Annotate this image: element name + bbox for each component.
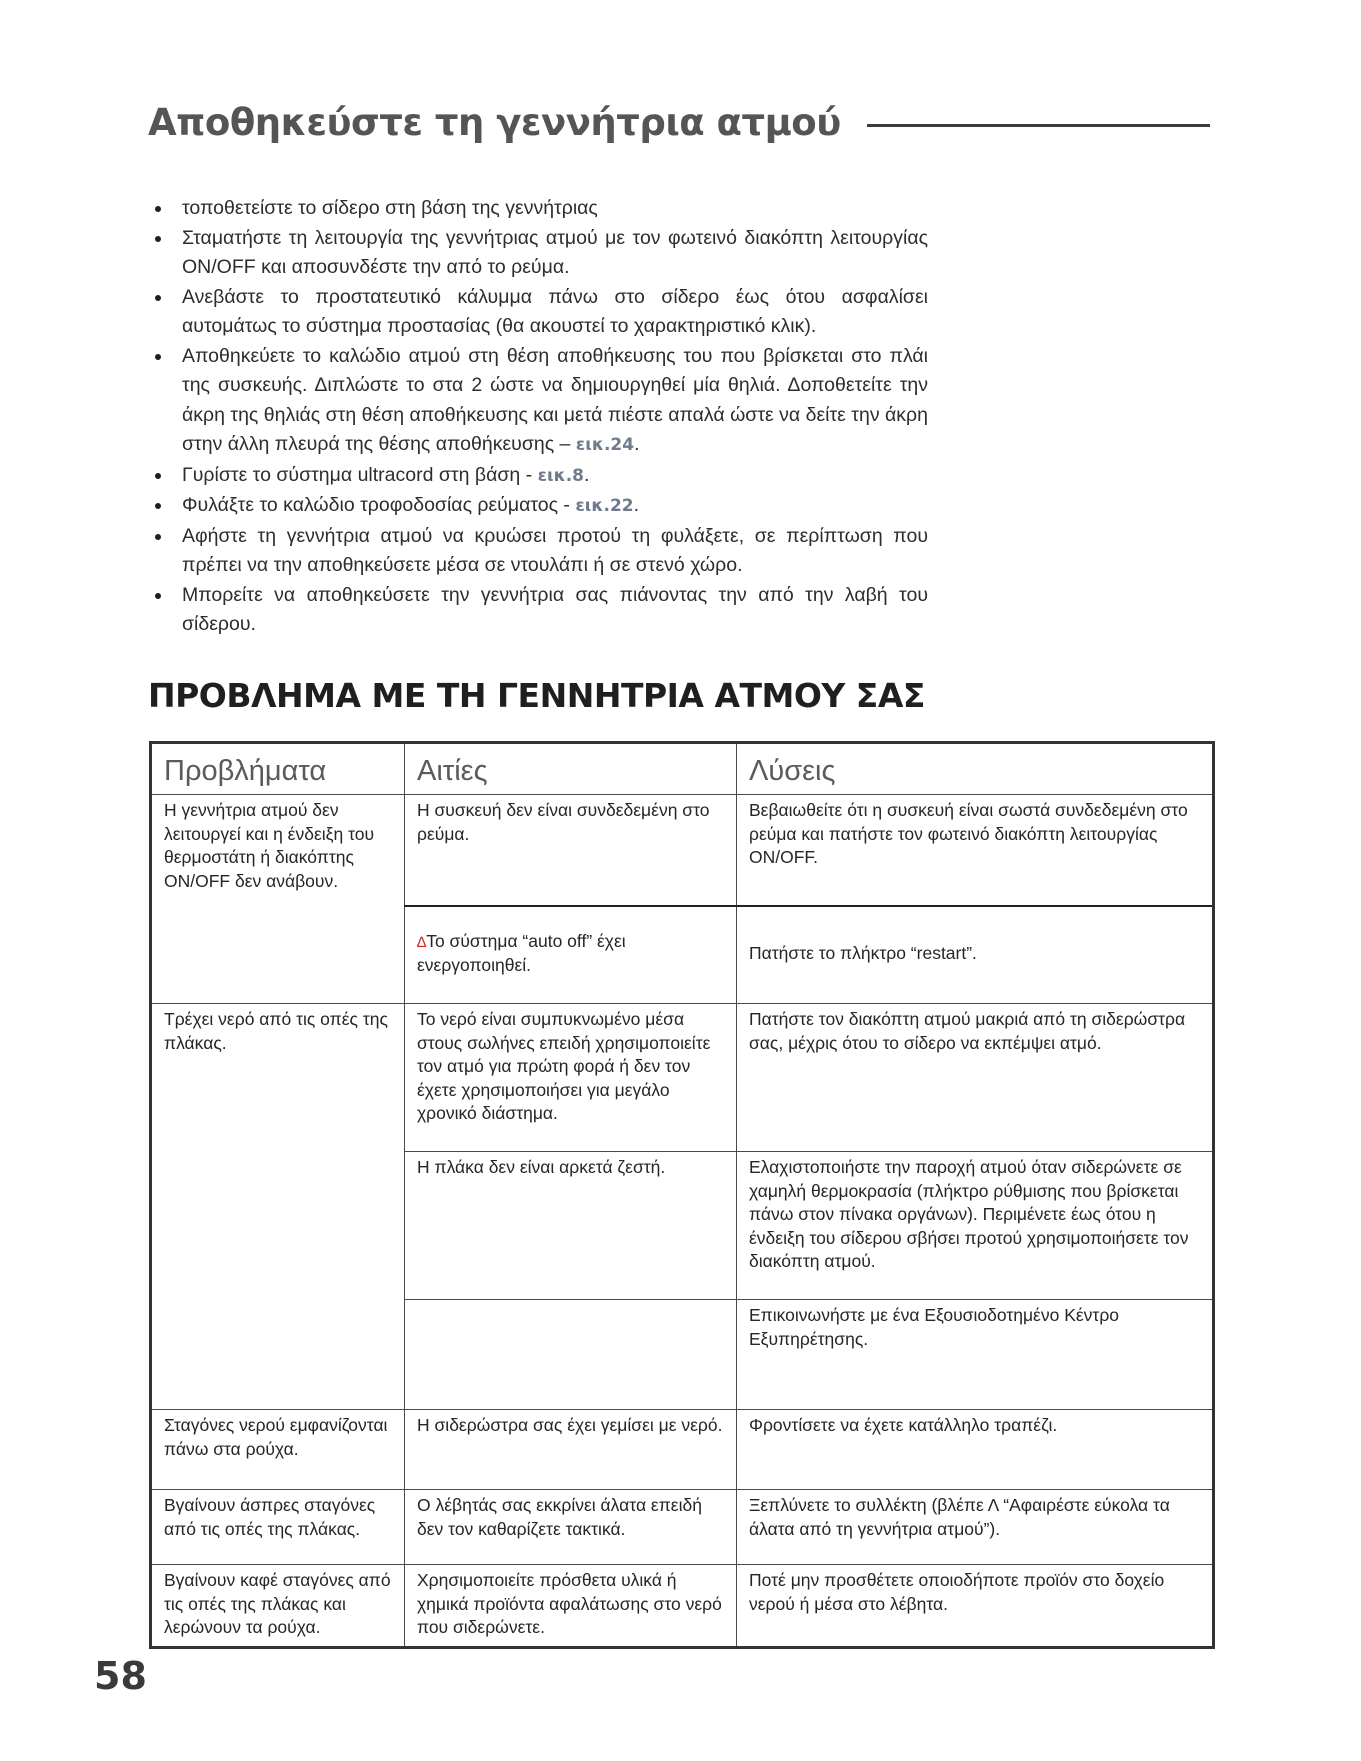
table-row bbox=[151, 795, 1214, 906]
column-header-problems: Προβλήματα bbox=[151, 743, 405, 795]
page-number: 58 bbox=[94, 1654, 147, 1698]
instruction-item: Μπορείτε να αποθηκεύσετε την γεννήτρια σας πιάνοντας την από την λαβή του σίδερου. bbox=[148, 581, 928, 640]
cause-cell bbox=[405, 1300, 737, 1410]
table-row bbox=[151, 1004, 1214, 1152]
cause-cell: Χρησιμοποιείτε πρόσθετα υλικά ή χημικά προϊόντα αφαλάτωσης στο νερό που σιδερώνετε. bbox=[405, 1565, 737, 1648]
instruction-item: τοποθετείστε το σίδερο στη βάση της γεννήτριας bbox=[148, 194, 928, 224]
cause-cell: Η πλάκα δεν είναι αρκετά ζεστή. bbox=[405, 1152, 737, 1300]
storage-instructions-list bbox=[148, 194, 928, 640]
problem-cell: Τρέχει νερό από τις οπές της πλάκας. bbox=[151, 1004, 405, 1410]
solution-cell: Ελαχιστοποιήστε την παροχή ατμού όταν σιδερώνετε σε χαμηλή θερμοκρασία (πλήκτρο ρύθμισης που βρίσκεται πάνω στον πίνακα οργάνων). Περιμένετε έως ότου η ένδειξη του σίδερου σβήσει προτού χρησιμοποιήσετε τον διακόπτη ατμού. bbox=[737, 1152, 1214, 1300]
figure-reference: εικ.8 bbox=[537, 465, 585, 486]
solution-cell: Ποτέ μην προσθέτετε οποιοδήποτε προϊόν στο δοχείο νερού ή μέσα στο λέβητα. bbox=[737, 1565, 1214, 1648]
troubleshooting-table bbox=[149, 741, 1215, 1649]
column-header-causes: Αιτίες bbox=[405, 743, 737, 795]
instruction-item: Αφήστε τη γεννήτρια ατμού να κρυώσει προτού τη φυλάξετε, σε περίπτωση που πρέπει να την αποθηκεύσετε μέσα σε ντουλάπι ή σε στενό χώρο. bbox=[148, 522, 928, 581]
solution-cell: Βεβαιωθείτε ότι η συσκευή είναι σωστά συνδεδεμένη στο ρεύμα και πατήστε τον φωτεινό διακόπτη λειτουργίας ON/OFF. bbox=[737, 795, 1214, 906]
table-row bbox=[151, 1410, 1214, 1490]
solution-cell: Φροντίσετε να έχετε κατάλληλο τραπέζι. bbox=[737, 1410, 1214, 1490]
column-header-solutions: Λύσεις bbox=[737, 743, 1214, 795]
store-section-title: Αποθηκεύστε τη γεννήτρια ατμού bbox=[148, 100, 841, 144]
problem-cell: Βγαίνουν καφέ σταγόνες από τις οπές της πλάκας και λερώνουν τα ρούχα. bbox=[151, 1565, 405, 1648]
figure-reference: εικ.22 bbox=[575, 496, 634, 516]
cause-cell: Η σιδερώστρα σας έχει γεμίσει με νερό. bbox=[405, 1410, 737, 1490]
solution-cell: Πατήστε το πλήκτρο “restart”. bbox=[737, 906, 1214, 1004]
table-row bbox=[151, 1490, 1214, 1565]
cause-cell: Η συσκευή δεν είναι συνδεδεμένη στο ρεύμα. bbox=[405, 795, 737, 906]
figure-reference: εικ.24 bbox=[575, 435, 635, 455]
heading-rule bbox=[867, 124, 1210, 127]
troubleshooting-title: ΠΡΟΒΛΗΜΑ ΜΕ ΤΗ ΓΕΝΝΗΤΡΙΑ ΑΤΜΟΥ ΣΑΣ bbox=[148, 676, 925, 715]
store-section-heading bbox=[148, 92, 1210, 152]
instruction-item: Γυρίστε το σύστημα ultracord στη βάση - εικ.8. bbox=[148, 461, 928, 492]
instruction-item: Ανεβάστε το προστατευτικό κάλυμμα πάνω στο σίδερο έως ότου ασφαλίσει αυτομάτως το σύστημα προστασίας (θα ακουστεί το χαρακτηριστικό κλικ). bbox=[148, 283, 928, 342]
cause-cell: ∆Το σύστημα “auto off” έχει ενεργοποιηθεί. bbox=[405, 906, 737, 1004]
problem-cell: Σταγόνες νερού εμφανίζονται πάνω στα ρούχα. bbox=[151, 1410, 405, 1490]
warning-marker-icon: ∆ bbox=[417, 933, 427, 951]
cause-cell: Ο λέβητάς σας εκκρίνει άλατα επειδή δεν τον καθαρίζετε τακτικά. bbox=[405, 1490, 737, 1565]
solution-cell: Ξεπλύνετε το συλλέκτη (βλέπε Λ “Αφαιρέστε εύκολα τα άλατα από τη γεννήτρια ατμού”). bbox=[737, 1490, 1214, 1565]
instruction-item: Φυλάξτε το καλώδιο τροφοδοσίας ρεύματος - εικ.22. bbox=[148, 491, 928, 522]
table-header-row bbox=[151, 743, 1214, 795]
solution-cell: Πατήστε τον διακόπτη ατμού μακριά από τη σιδερώστρα σας, μέχρις ότου το σίδερο να εκπέμψει ατμό. bbox=[737, 1004, 1214, 1152]
problem-cell: Η γεννήτρια ατμού δεν λειτουργεί και η ένδειξη του θερμοστάτη ή διακόπτης ON/OFF δεν ανάβουν. bbox=[151, 795, 405, 1004]
solution-cell: Επικοινωνήστε με ένα Εξουσιοδοτημένο Κέντρο Εξυπηρέτησης. bbox=[737, 1300, 1214, 1410]
instruction-item: Αποθηκεύετε το καλώδιο ατμού στη θέση αποθήκευσης του που βρίσκεται στο πλάι της συσκευής. Διπλώστε το στα 2 ώστε να δημιουργηθεί μία θηλιά. Δοποθετείτε την άκρη της θηλιάς στη θέση αποθήκευσης και μετά πιέστε απαλά ώστε να δείτε την άκρη στην άλλη πλευρά της θέσης αποθήκευσης – εικ.24. bbox=[148, 342, 928, 461]
cause-cell: Το νερό είναι συμπυκνωμένο μέσα στους σωλήνες επειδή χρησιμοποιείτε τον ατμό για πρώτη φορά ή δεν τον έχετε χρησιμοποιήσει για μεγάλο χρονικό διάστημα. bbox=[405, 1004, 737, 1152]
table-row bbox=[151, 1565, 1214, 1648]
problem-cell: Βγαίνουν άσπρες σταγόνες από τις οπές της πλάκας. bbox=[151, 1490, 405, 1565]
instruction-item: Σταματήστε τη λειτουργία της γεννήτριας ατμού με τον φωτεινό διακόπτη λειτουργίας ON/OFF και αποσυνδέστε την από το ρεύμα. bbox=[148, 224, 928, 283]
